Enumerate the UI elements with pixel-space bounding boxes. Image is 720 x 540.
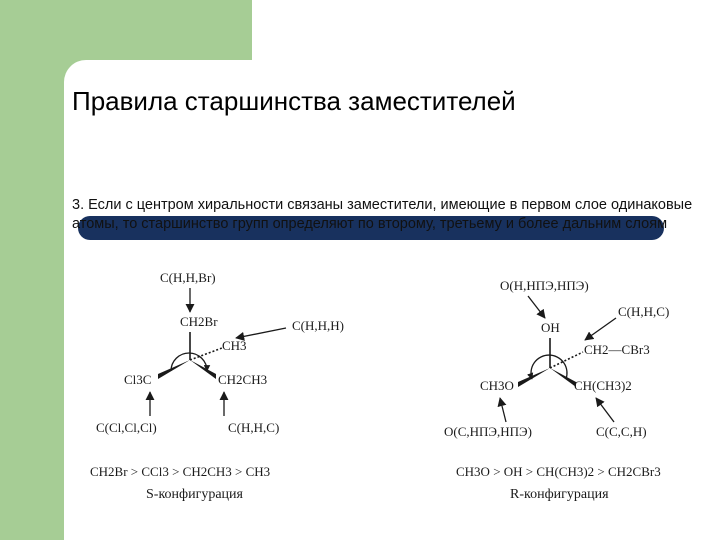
chirality-schemes [0,260,720,540]
left-scheme [90,270,344,502]
right-back-bond [550,352,583,368]
right-bottom-left-layer: O(C,НПЭ,НПЭ) [444,424,532,439]
right-right-layer: C(H,H,C) [618,304,670,319]
right-top-arrow [528,296,545,318]
left-back-group: CH3 [222,338,247,353]
right-bottom-right-layer: C(C,C,H) [596,424,647,439]
right-priority-order: CH3O > OH > CH(CH3)2 > CH2CBr3 [456,464,661,479]
right-left-group: CH3O [480,378,514,393]
right-right-layer-arrow [585,318,616,340]
right-top-group: OH [541,320,560,335]
right-top-layer: O(H,НПЭ,НПЭ) [500,278,589,293]
right-wedge-right [550,368,576,387]
slide-title: Правила старшинства заместителей [72,86,516,116]
left-top-group: CH2Br [180,314,218,329]
right-back-group: CH2—CBr3 [584,342,650,357]
left-right-layer: C(H,H,H) [292,318,344,333]
right-right-group: CH(CH3)2 [574,378,632,393]
left-priority-order: CH2Br > CCl3 > CH2CH3 > CH3 [90,464,271,479]
left-top-layer: C(H,H,Br) [160,270,216,285]
left-wedge-left [158,360,190,379]
left-configuration: S-конфигурация [146,487,243,502]
left-bottom-right-layer: C(H,H,C) [228,420,280,435]
left-bottom-left-layer: C(Cl,Cl,Cl) [96,420,157,435]
left-right-group: CH2CH3 [218,372,268,387]
right-scheme [444,278,669,502]
rule-text: 3. Если с центром хиральности связаны заместители, имеющие в первом слое одинаковые атомы, то старшинство групп определяют по второму, третьему и более дальним слоям [72,197,693,232]
right-configuration: R-конфигурация [510,487,609,502]
right-wedge-left [518,368,550,387]
left-left-group: Cl3C [124,372,152,387]
left-wedge-right [190,360,216,379]
right-bottom-right-arrow [596,398,614,422]
right-bottom-left-arrow [500,398,506,422]
left-right-layer-arrow [236,328,286,338]
